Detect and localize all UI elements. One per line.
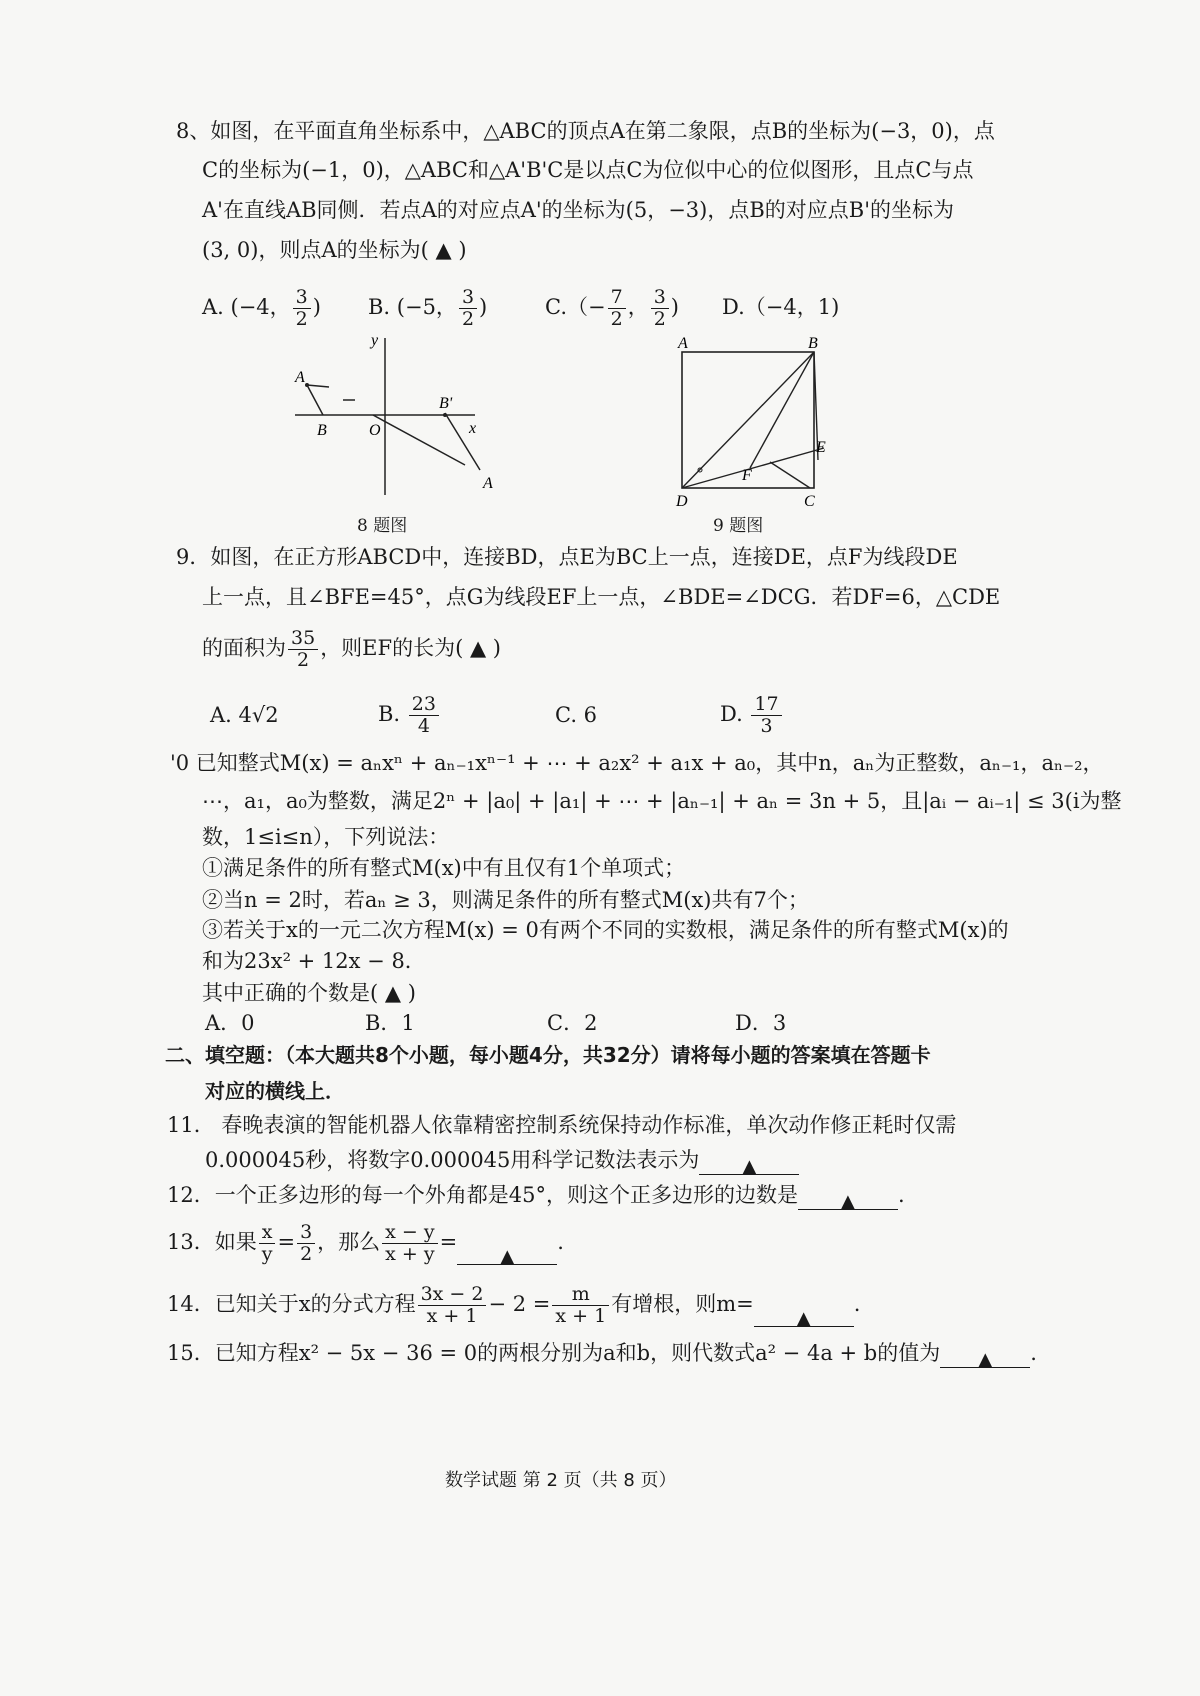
q13-end: .: [557, 1230, 564, 1254]
section-2-heading: 二、填空题：（本大题共8个小题，每小题4分，共32分）请将每小题的答案填在答题卡: [165, 1043, 931, 1067]
segment-cg: [770, 462, 810, 488]
fraction-denominator: x + 1: [555, 1305, 607, 1327]
q8-line1: 8、如图，在平面直角坐标系中，△ABC的顶点A在第二象限，点B的坐标为(−3，0)，点: [176, 119, 995, 143]
fraction-denominator: x + y: [385, 1243, 435, 1265]
q9-option-b: [378, 694, 441, 737]
fraction-denominator: 2: [297, 649, 310, 671]
fraction-numerator: 17: [751, 694, 781, 716]
fraction-denominator: 2: [295, 308, 308, 330]
q9-option-b-pre: B.: [378, 702, 401, 726]
q12-line: [167, 1180, 905, 1210]
q14-end: .: [853, 1292, 861, 1316]
q9-line1: 9．如图，在正方形ABCD中，连接BD，点E为BC上一点，连接DE，点F为线段DE: [176, 545, 958, 569]
triangle-marker: ▲: [500, 1246, 515, 1267]
label-a: A: [678, 335, 688, 352]
q14-line: [167, 1284, 860, 1327]
q11-line2-text: 0.000045秒，将数字0.000045用科学记数法表示为: [205, 1148, 700, 1172]
q8-option-b-pre: B. (−5，: [368, 295, 457, 319]
q10-line1: '0 已知整式M(x) = aₙxⁿ + aₙ₋₁xⁿ⁻¹ + ⋯ + a₂x² + a₁x + a₀，其中n，aₙ为正整数，aₙ₋₁，aₙ₋₂，: [170, 751, 1104, 775]
q10-statement-1: ①满足条件的所有整式M(x)中有且仅有1个单项式；: [202, 856, 686, 880]
fraction-denominator: x + 1: [426, 1305, 478, 1327]
fraction-numerator: x − y: [382, 1222, 437, 1244]
fraction-denominator: 2: [300, 1243, 313, 1265]
q8-line2: C的坐标为(−1，0)，△ABC和△A'B'C是以点C为位似中心的位似图形，且点C与点: [202, 158, 974, 182]
q14-pre: 14．已知关于x的分式方程: [167, 1292, 416, 1316]
label-b: B: [808, 335, 818, 352]
q9-line3: [202, 628, 501, 671]
fraction-numerator: x: [259, 1222, 276, 1244]
fraction-numerator: 3: [297, 1222, 315, 1244]
fraction-numerator: 3: [293, 287, 311, 309]
segment-bf: [750, 352, 814, 468]
q10-option-c: C．2: [547, 1011, 598, 1035]
q10-option-d: D．3: [735, 1011, 787, 1035]
q9-option-d-pre: D.: [720, 702, 743, 726]
q9-line3-pre: 的面积为: [202, 636, 286, 660]
label-o: O: [369, 422, 381, 439]
label-y: y: [371, 332, 379, 349]
q13-pre: 13．如果: [167, 1230, 257, 1254]
figure-8: [285, 330, 515, 500]
q8-option-c-fraction-1: [608, 287, 626, 330]
triangle-marker: ▲: [841, 1191, 855, 1212]
q8-option-a-post: ): [312, 295, 321, 319]
figure-9-caption: 9 题图: [713, 516, 764, 536]
q8-option-c-post: ): [670, 295, 679, 319]
q13-fraction-3-over-2: [297, 1222, 315, 1265]
label-bprime: B': [439, 395, 453, 412]
point-a: [305, 383, 309, 387]
q13-answer-blank[interactable]: [457, 1240, 557, 1265]
triangle-marker: ▲: [742, 1156, 757, 1177]
q14-post: 有增根，则m=: [611, 1292, 754, 1316]
q14-mid: − 2 =: [488, 1292, 551, 1316]
fraction-numerator: 3x − 2: [418, 1284, 487, 1306]
q8-option-d: D.（−4，1): [722, 295, 840, 319]
q8-option-a-fraction: [293, 287, 311, 330]
q12-text: 12．一个正多边形的每一个外角都是45°，则这个正多边形的边数是: [167, 1183, 798, 1207]
q8-line3: A'在直线AB同侧．若点A的对应点A'的坐标为(5，−3)，点B的对应点B'的坐标为: [202, 198, 954, 222]
q10-line3: 数，1≤i≤n），下列说法：: [202, 825, 450, 849]
q8-option-c-fraction-2: [651, 287, 669, 330]
q9-option-b-fraction: [409, 694, 439, 737]
q8-option-b-post: ): [479, 295, 488, 319]
fraction-numerator: 3: [651, 287, 669, 309]
q13-line: [167, 1222, 564, 1265]
q10-line2: ⋯，a₁，a₀为整数，满足2ⁿ + |a₀| + |a₁| + ⋯ + |aₙ₋₁| + aₙ = 3n + 5，且|aᵢ − aᵢ₋₁| ≤ 3(i为整: [202, 789, 1122, 813]
q10-statement-3a: ③若关于x的一元二次方程M(x) = 0有两个不同的实数根，满足条件的所有整式M(x)的: [202, 918, 1009, 942]
q8-option-c: [545, 287, 679, 330]
q8-option-a-pre: A. (−4，: [202, 295, 291, 319]
page-footer: 数学试题 第 2 页（共 8 页）: [445, 1470, 677, 1491]
fraction-denominator: 2: [610, 308, 623, 330]
fraction-numerator: 3: [459, 287, 477, 309]
q8-option-c-pre: C.（−: [545, 295, 606, 319]
q9-line3-post: ，则EF的长为( ▲ ): [320, 636, 501, 660]
fraction-denominator: 4: [417, 715, 430, 737]
q12-answer-blank[interactable]: [798, 1185, 898, 1210]
segment-a-dash: [307, 385, 329, 387]
label-a: A: [295, 369, 305, 386]
q8-option-c-mid: ，: [627, 295, 649, 319]
label-d: D: [676, 493, 688, 510]
section-2-heading-line2: 对应的横线上．: [205, 1079, 345, 1103]
fraction-numerator: 23: [409, 694, 439, 716]
label-f: F: [742, 467, 752, 484]
q8-line4: (3, 0)，则点A的坐标为( ▲ ): [202, 238, 467, 262]
q8-option-b-fraction: [459, 287, 477, 330]
label-aprime: A: [483, 475, 493, 492]
label-e: E: [816, 439, 826, 456]
q9-option-d-fraction: [751, 694, 781, 737]
q10-statement-3b: 和为23x² + 12x − 8．: [202, 949, 426, 973]
q9-area-fraction: [288, 628, 318, 671]
q8-option-a: [202, 287, 321, 330]
q10-statement-2: ②当n = 2时，若aₙ ≥ 3，则满足条件的所有整式M(x)共有7个；: [202, 888, 809, 912]
q9-option-c: C. 6: [555, 703, 598, 727]
fraction-denominator: y: [261, 1243, 273, 1265]
q13-mid: ，那么: [317, 1230, 381, 1254]
q9-line2: 上一点，且∠BFE=45°，点G为线段EF上一点，∠BDE=∠DCG．若DF=6，△CDE: [202, 585, 1001, 609]
q11-line2: [205, 1145, 799, 1175]
q9-option-d: [720, 694, 784, 737]
fraction-numerator: 7: [608, 287, 626, 309]
q13-equals-2: =: [439, 1230, 458, 1254]
q14-fraction-left: [418, 1284, 487, 1327]
q11-line1: 11． 春晚表演的智能机器人依靠精密控制系统保持动作标准，单次动作修正耗时仅需: [167, 1113, 957, 1137]
label-b: B: [317, 422, 327, 439]
q14-answer-blank[interactable]: [754, 1302, 854, 1327]
q9-option-a: A. 4√2: [210, 703, 279, 727]
q10-option-b: B．1: [365, 1011, 415, 1035]
fraction-numerator: 35: [288, 628, 318, 650]
q12-end: .: [897, 1183, 905, 1207]
q10-option-a: A．0: [205, 1011, 255, 1035]
point-bprime: [443, 413, 447, 417]
q15-end: .: [1030, 1341, 1037, 1365]
fraction-denominator: 2: [461, 308, 475, 330]
triangle-marker: ▲: [796, 1308, 811, 1329]
triangle-marker: ▲: [978, 1349, 993, 1370]
q13-equals: =: [277, 1230, 296, 1254]
figure-8-caption: 8 题图: [357, 516, 408, 536]
fraction-numerator: m: [552, 1284, 609, 1306]
q15-answer-blank[interactable]: [940, 1343, 1030, 1368]
q13-fraction-expression: [382, 1222, 437, 1265]
segment-de: [682, 448, 824, 488]
q15-line: [167, 1338, 1037, 1368]
q8-option-b: [368, 287, 487, 330]
q13-fraction-x-over-y: [259, 1222, 276, 1265]
fraction-denominator: 2: [653, 308, 666, 330]
label-x: x: [469, 420, 477, 437]
q15-text: 15．已知方程x² − 5x − 36 = 0的两根分别为a和b，则代数式a² − 4a + b的值为: [167, 1341, 941, 1365]
q14-fraction-right: [552, 1284, 609, 1327]
label-c: C: [804, 493, 815, 510]
q11-answer-blank[interactable]: [699, 1150, 799, 1175]
q10-question: 其中正确的个数是( ▲ ): [202, 981, 416, 1005]
segment-ab: [307, 385, 323, 415]
fraction-denominator: 3: [760, 715, 773, 737]
figure-9: [670, 330, 840, 510]
